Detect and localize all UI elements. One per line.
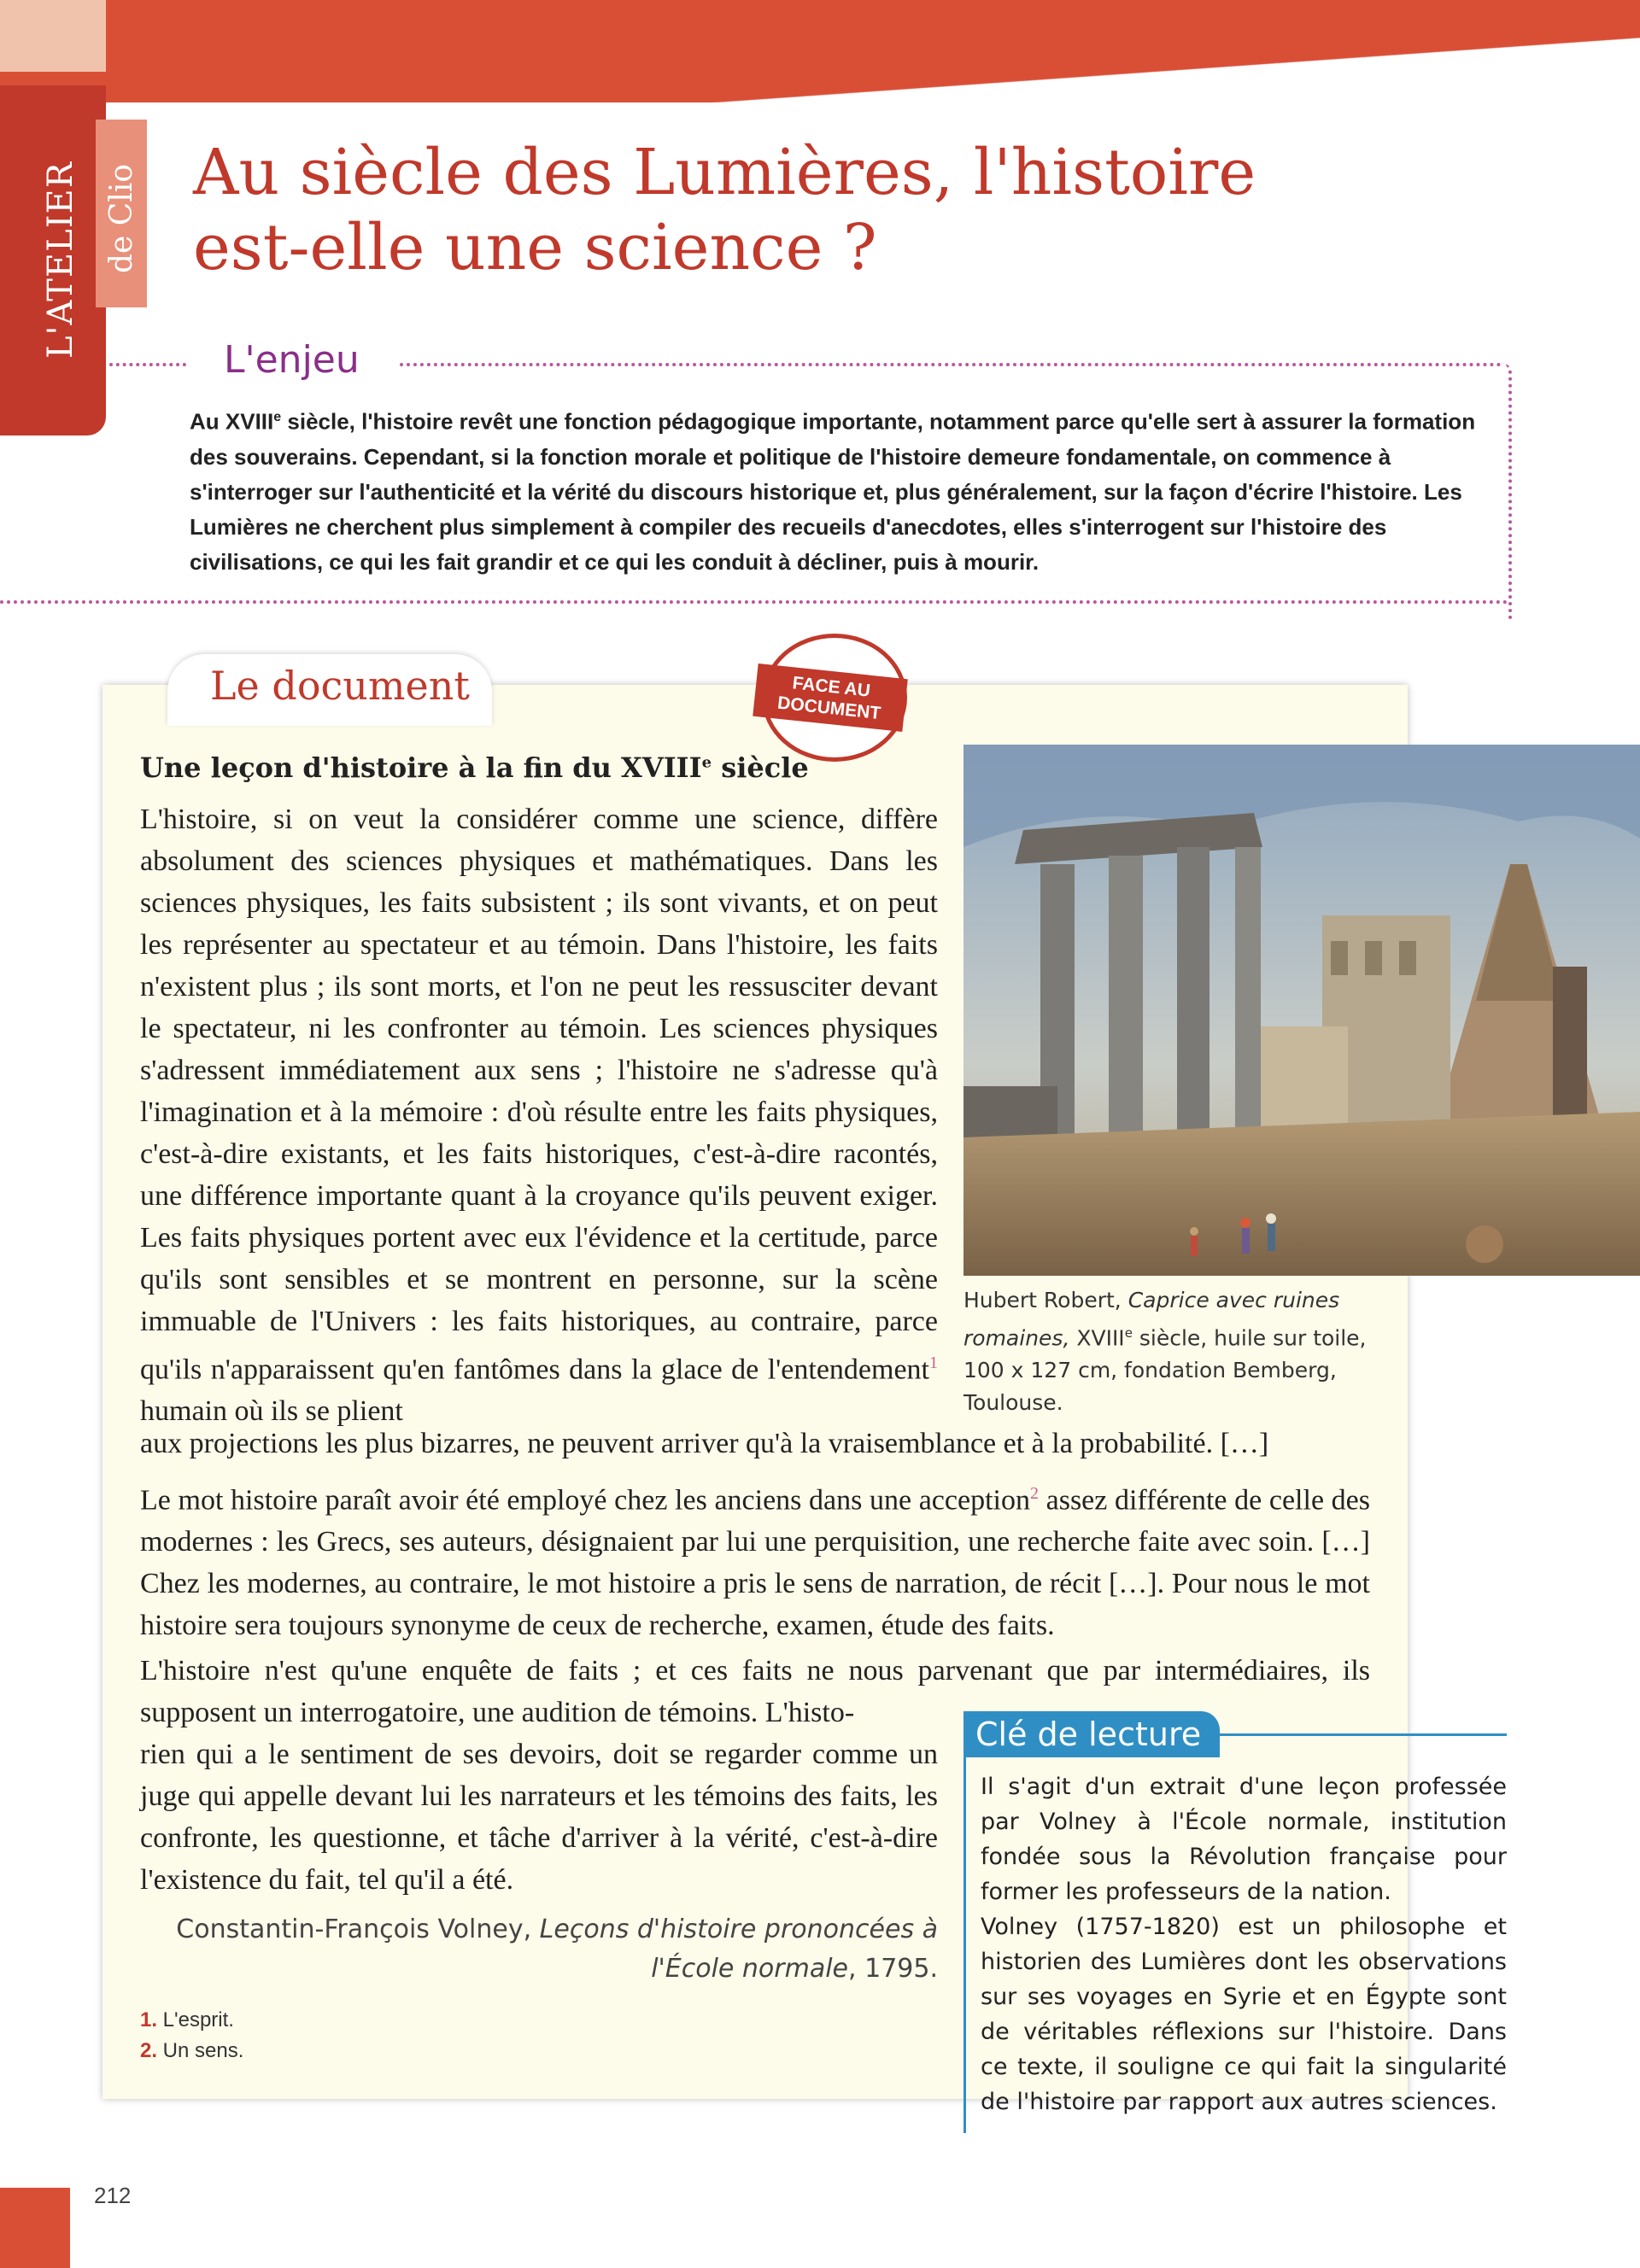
painting-illustration	[964, 745, 1640, 1276]
document-paragraph-3: L'histoire n'est qu'une enquête de faits ; et ces faits ne nous parvenant que par intermédiaires, ils supposent un interrogatoire, une audition de témoins. L'histo-	[140, 1655, 1370, 1728]
enjeu-dotted-border	[109, 363, 186, 366]
title-line-2: est-elle une science ?	[193, 211, 877, 284]
page-title	[193, 135, 1389, 285]
cle-border-left	[964, 1733, 966, 2133]
de-clio-label: de Clio	[104, 163, 139, 273]
page-number: 212	[94, 2183, 132, 2208]
document-paragraph-1: L'histoire, si on veut la considérer comme une science, diffère absolument des sciences physiques et mathématiques. Dans les sciences physiques, les faits subsistent ; ils sont vivants, et on peut les représenter au spectateur et au témoin. Dans l'histoire, les faits n'existent plus ; ils sont morts, et l'on ne peut les ressusciter devant le spectateur, ni les confronter au témoin. Les sciences physiques s'adressent immédiatement aux sens ; l'histoire ne s'adresse qu'à l'imagination et à la mémoire : d'où résulte entre les faits physiques, c'est-à-dire existants, et les faits historiques, c'est-à-dire racontés, une différence importante quant à la croyance qu'ils peuvent exiger. Les faits physiques portent avec eux l'évidence et la certitude, parce qu'ils sont sensibles et se montrent en personne, sur la scène immuable de l'Univers : les faits historiques, au contraire, parce qu'ils n'apparaissent qu'en fantômes dans la glace de l'entendement$^1$ humain où ils se plient	[140, 804, 938, 1428]
enjeu-title: L'enjeu	[224, 338, 360, 382]
top-color-band	[0, 0, 1640, 102]
title-line-1: Au siècle des Lumières, l'histoire	[193, 136, 1256, 209]
painting-caption: Hubert Robert, Caprice avec ruines romaines, XVIIIe siècle, huile sur toile, 100 x 127 cm, fondation Bemberg, Toulouse.	[964, 1288, 1367, 1416]
document-source: Constantin-François Volney, Leçons d'histoire prononcées à l'École normale, 1795.	[176, 1914, 938, 1984]
page-number-bar	[0, 2188, 70, 2268]
enjeu-dotted-border-bottom	[0, 600, 1508, 604]
cle-de-lecture-text: Il s'agit d'un extrait d'une leçon professée par Volney à l'École normale, institution fondée sous la Révolution française pour former les professeurs de la nation. Volney (1757-1820) est un philosophe et historien des Lumières dont les observations sur ses voyages en Syrie et en Égypte sont de véritables réflexions sur l'histoire. Dans ce texte, il souligne ce qui fait la singularité de l'histoire par rapport aux autres sciences.	[981, 1774, 1507, 2115]
enjeu-dotted-border-top	[400, 363, 1502, 366]
painting-image	[964, 745, 1640, 1276]
top-corner-block	[0, 0, 106, 72]
footnotes	[140, 2005, 243, 2066]
document-paragraph-2: Le mot histoire paraît avoir été employé chez les anciens dans une acception$^2$ assez différente de celle des modernes : les Grecs, ses auteurs, désignaient par lui une perquisition, une recherche faite avec soin. […] Chez les modernes, au contraire, le mot histoire a pris le sens de narration, de récit […]. Pour nous le mot histoire sera toujours synonyme de ceux de recherche, examen, étude des faits.	[140, 1484, 1370, 1642]
face-au-document-label: FACE AU DOCUMENT	[753, 663, 908, 732]
atelier-label: L'ATELIER	[41, 161, 80, 359]
footnote-ref-1: 1	[929, 1353, 938, 1372]
cle-de-lecture-title: Clé de lecture	[964, 1711, 1220, 1757]
document-paragraph-1-end: aux projections les plus bizarres, ne peuvent arriver qu'à la vraisemblance et à la probabilité. […]	[140, 1428, 1269, 1459]
document-heading: Une leçon d'histoire à la fin du XVIIIe siècle	[140, 751, 809, 784]
footnote-1: 1. L'esprit.	[140, 2008, 234, 2031]
enjeu-text: Au XVIIIe siècle, l'histoire revêt une fonction pédagogique importante, notamment parce qu'elle sert à assurer la formation des souverains. Cependant, si la fonction morale et politique de l'histoire demeure fondamentale, on commence à s'interroger sur l'authenticité et la vérité du discours historique et, plus généralement, sur la façon d'écrire l'histoire. Les Lumières ne cherchent plus simplement à compiler des recueils d'anecdotes, elles s'interrogent sur l'histoire des civilisations, ce qui les fait grandir et ce qui les conduit à décliner, puis à mourir.	[190, 408, 1476, 575]
footnote-ref-2: 2	[1029, 1484, 1039, 1503]
document-tab-label: Le document	[210, 663, 470, 709]
document-paragraph-3-end: rien qui a le sentiment de ses devoirs, doit se regarder comme un juge qui appelle devant lui les narrateurs et les témoins des faits, les confronte, les questionne, et tâche d'arriver à la vérité, c'est-à-dire l'existence du fait, tel qu'il a été.	[140, 1739, 938, 1896]
enjeu-dotted-border-right	[1502, 363, 1512, 619]
footnote-2: 2. Un sens.	[140, 2039, 244, 2062]
